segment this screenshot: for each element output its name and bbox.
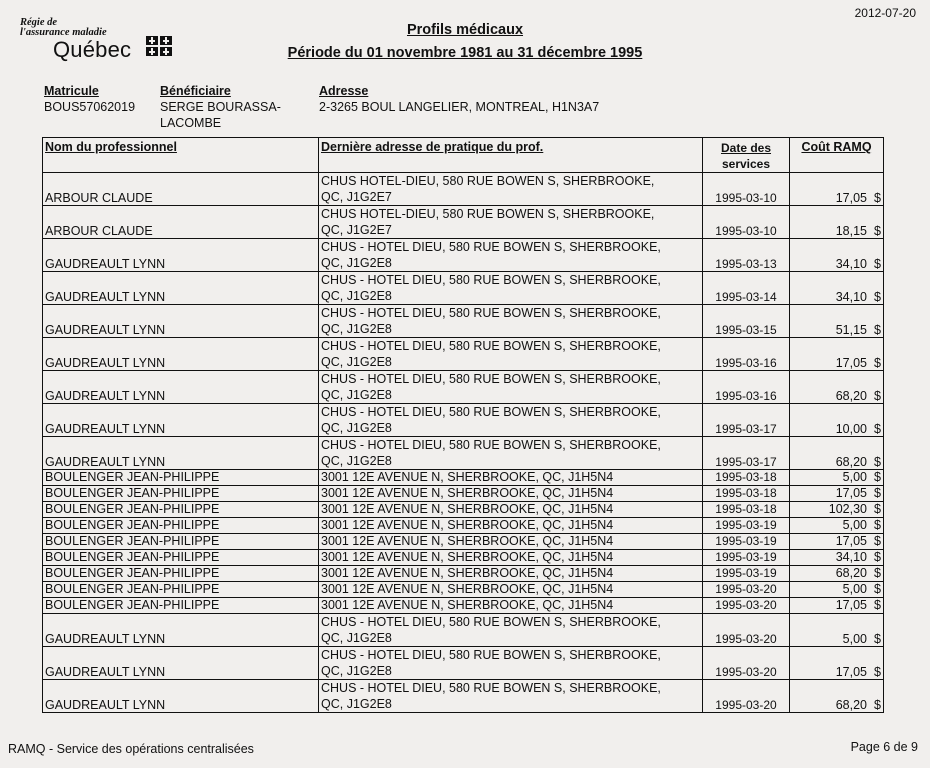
- header-date: [703, 138, 790, 173]
- row-address-line2: QC, J1G2E8: [321, 454, 392, 468]
- row-address-line1: 3001 12E AVENUE N, SHERBROOKE, QC, J1H5N4: [321, 566, 614, 580]
- table-row: [43, 502, 884, 518]
- logo-line1: Régie de: [20, 17, 58, 28]
- row-currency: $: [874, 502, 881, 516]
- row-currency: $: [874, 422, 881, 436]
- header-cost: Coût RAMQ: [790, 138, 884, 173]
- row-cost: 5,00: [842, 632, 867, 646]
- row-date: 1995-03-19: [703, 550, 790, 566]
- row-address-line1: 3001 12E AVENUE N, SHERBROOKE, QC, J1H5N4: [321, 598, 614, 612]
- row-cost: 17,05: [835, 665, 867, 679]
- row-cost-cell: [790, 566, 884, 582]
- table-row: [43, 486, 884, 502]
- row-name: GAUDREAULT LYNN: [43, 272, 319, 305]
- adresse-label: Adresse: [319, 84, 369, 98]
- row-address-line1: CHUS - HOTEL DIEU, 580 RUE BOWEN S, SHERBROOKE,: [321, 438, 661, 452]
- row-currency: $: [874, 356, 881, 370]
- row-name: GAUDREAULT LYNN: [43, 338, 319, 371]
- row-cost-cell: [790, 206, 884, 239]
- row-cost-cell: [790, 486, 884, 502]
- row-cost-cell: [790, 598, 884, 614]
- row-name: GAUDREAULT LYNN: [43, 647, 319, 680]
- row-address-line1: CHUS - HOTEL DIEU, 580 RUE BOWEN S, SHERBROOKE,: [321, 372, 661, 386]
- row-currency: $: [874, 598, 881, 612]
- row-cost: 68,20: [835, 389, 867, 403]
- row-cost: 68,20: [835, 698, 867, 712]
- row-name: GAUDREAULT LYNN: [43, 371, 319, 404]
- row-address-line2: QC, J1G2E8: [321, 697, 392, 711]
- row-name: BOULENGER JEAN-PHILIPPE: [43, 598, 319, 614]
- beneficiaire-label: Bénéficiaire: [160, 84, 231, 98]
- table-row: [43, 404, 884, 437]
- table-row: [43, 272, 884, 305]
- row-date: 1995-03-16: [703, 371, 790, 404]
- row-currency: $: [874, 323, 881, 337]
- period-title: Période du 01 novembre 1981 au 31 décembre 1995: [287, 45, 643, 61]
- row-date: 1995-03-19: [703, 518, 790, 534]
- row-currency: $: [874, 470, 881, 484]
- row-date: 1995-03-15: [703, 305, 790, 338]
- row-cost-cell: [790, 404, 884, 437]
- row-name: BOULENGER JEAN-PHILIPPE: [43, 534, 319, 550]
- row-name: BOULENGER JEAN-PHILIPPE: [43, 582, 319, 598]
- row-cost: 18,15: [835, 224, 867, 238]
- row-cost-cell: [790, 371, 884, 404]
- row-address: [319, 680, 703, 713]
- row-address: [319, 518, 703, 534]
- row-address-line2: QC, J1G2E8: [321, 322, 392, 336]
- row-currency: $: [874, 191, 881, 205]
- row-cost: 5,00: [842, 582, 867, 596]
- row-name: BOULENGER JEAN-PHILIPPE: [43, 486, 319, 502]
- row-date: 1995-03-18: [703, 486, 790, 502]
- row-cost-cell: [790, 305, 884, 338]
- row-cost: 17,05: [835, 356, 867, 370]
- row-address-line2: QC, J1G2E7: [321, 190, 392, 204]
- row-cost-cell: [790, 470, 884, 486]
- row-address: [319, 239, 703, 272]
- row-cost: 102,30: [828, 502, 867, 516]
- row-name: BOULENGER JEAN-PHILIPPE: [43, 470, 319, 486]
- row-date: 1995-03-14: [703, 272, 790, 305]
- row-cost: 68,20: [835, 566, 867, 580]
- row-address: [319, 437, 703, 470]
- header-date-line2: services: [721, 157, 771, 171]
- row-date: 1995-03-10: [703, 173, 790, 206]
- row-cost-cell: [790, 173, 884, 206]
- row-date: 1995-03-13: [703, 239, 790, 272]
- row-date: 1995-03-19: [703, 534, 790, 550]
- row-name: BOULENGER JEAN-PHILIPPE: [43, 566, 319, 582]
- row-address: [319, 404, 703, 437]
- row-cost-cell: [790, 502, 884, 518]
- row-currency: $: [874, 486, 881, 500]
- row-cost-cell: [790, 437, 884, 470]
- row-currency: $: [874, 550, 881, 564]
- row-currency: $: [874, 290, 881, 304]
- row-address: [319, 550, 703, 566]
- row-address: [319, 305, 703, 338]
- row-address-line1: 3001 12E AVENUE N, SHERBROOKE, QC, J1H5N4: [321, 582, 614, 596]
- row-address-line1: 3001 12E AVENUE N, SHERBROOKE, QC, J1H5N4: [321, 470, 614, 484]
- table-header-row: [43, 138, 884, 173]
- row-currency: $: [874, 389, 881, 403]
- row-address-line2: QC, J1G2E8: [321, 256, 392, 270]
- row-cost-cell: [790, 680, 884, 713]
- logo-line2: l'assurance maladie: [20, 27, 107, 38]
- table-row: [43, 614, 884, 647]
- adresse-value: 2-3265 BOUL LANGELIER, MONTREAL, H1N3A7: [319, 100, 600, 114]
- matricule-value: BOUS57062019: [44, 100, 136, 114]
- table-row: [43, 470, 884, 486]
- row-currency: $: [874, 582, 881, 596]
- row-cost: 34,10: [835, 257, 867, 271]
- header-date-line1: Date des: [720, 141, 772, 155]
- row-name: GAUDREAULT LYNN: [43, 305, 319, 338]
- row-cost-cell: [790, 614, 884, 647]
- row-cost: 68,20: [835, 455, 867, 469]
- row-address-line1: CHUS - HOTEL DIEU, 580 RUE BOWEN S, SHERBROOKE,: [321, 615, 661, 629]
- row-address-line1: CHUS - HOTEL DIEU, 580 RUE BOWEN S, SHERBROOKE,: [321, 681, 661, 695]
- row-name: ARBOUR CLAUDE: [43, 206, 319, 239]
- row-address: [319, 647, 703, 680]
- row-cost: 5,00: [842, 518, 867, 532]
- row-date: 1995-03-16: [703, 338, 790, 371]
- row-address-line1: CHUS - HOTEL DIEU, 580 RUE BOWEN S, SHERBROOKE,: [321, 240, 661, 254]
- footer-page-number: Page 6 de 9: [850, 740, 918, 754]
- row-address-line2: QC, J1G2E8: [321, 388, 392, 402]
- row-date: 1995-03-19: [703, 566, 790, 582]
- medical-profile-table: [42, 137, 884, 713]
- row-cost-cell: [790, 582, 884, 598]
- row-cost-cell: [790, 550, 884, 566]
- row-address: [319, 502, 703, 518]
- row-name: GAUDREAULT LYNN: [43, 404, 319, 437]
- row-cost: 10,00: [835, 422, 867, 436]
- row-name: GAUDREAULT LYNN: [43, 239, 319, 272]
- row-address: [319, 206, 703, 239]
- beneficiaire-line2: LACOMBE: [160, 116, 222, 130]
- row-currency: $: [874, 665, 881, 679]
- footer-service: RAMQ - Service des opérations centralisées: [8, 742, 254, 756]
- row-address: [319, 598, 703, 614]
- table-row: [43, 371, 884, 404]
- table-row: [43, 239, 884, 272]
- matricule-label: Matricule: [44, 84, 99, 98]
- row-date: 1995-03-20: [703, 582, 790, 598]
- table-row: [43, 518, 884, 534]
- row-address-line1: 3001 12E AVENUE N, SHERBROOKE, QC, J1H5N4: [321, 486, 614, 500]
- row-cost: 17,05: [835, 486, 867, 500]
- row-address-line2: QC, J1G2E8: [321, 421, 392, 435]
- row-date: 1995-03-18: [703, 470, 790, 486]
- row-cost: 34,10: [835, 290, 867, 304]
- row-date: 1995-03-17: [703, 437, 790, 470]
- row-date: 1995-03-20: [703, 614, 790, 647]
- row-date: 1995-03-20: [703, 647, 790, 680]
- row-address-line1: CHUS HOTEL-DIEU, 580 RUE BOWEN S, SHERBROOKE,: [321, 207, 655, 221]
- header-address: Dernière adresse de pratique du prof.: [319, 138, 703, 173]
- logo-name: Québec: [53, 37, 132, 62]
- row-address: [319, 534, 703, 550]
- table-row: [43, 173, 884, 206]
- row-name: BOULENGER JEAN-PHILIPPE: [43, 518, 319, 534]
- row-cost: 5,00: [842, 470, 867, 484]
- row-address-line1: CHUS - HOTEL DIEU, 580 RUE BOWEN S, SHERBROOKE,: [321, 405, 661, 419]
- row-address-line2: QC, J1G2E8: [321, 289, 392, 303]
- beneficiaire-value: [160, 99, 281, 131]
- row-currency: $: [874, 698, 881, 712]
- row-currency: $: [874, 632, 881, 646]
- row-cost: 51,15: [835, 323, 867, 337]
- table-row: [43, 550, 884, 566]
- table-row: [43, 206, 884, 239]
- beneficiaire-line1: SERGE BOURASSA-: [160, 100, 281, 114]
- row-address: [319, 371, 703, 404]
- table-row: [43, 566, 884, 582]
- row-address: [319, 338, 703, 371]
- row-address-line1: 3001 12E AVENUE N, SHERBROOKE, QC, J1H5N4: [321, 534, 614, 548]
- row-date: 1995-03-17: [703, 404, 790, 437]
- row-cost: 17,05: [835, 598, 867, 612]
- table-row: [43, 647, 884, 680]
- row-address: [319, 470, 703, 486]
- row-name: ARBOUR CLAUDE: [43, 173, 319, 206]
- row-name: GAUDREAULT LYNN: [43, 680, 319, 713]
- row-date: 1995-03-10: [703, 206, 790, 239]
- row-currency: $: [874, 224, 881, 238]
- row-address-line2: QC, J1G2E8: [321, 631, 392, 645]
- row-cost-cell: [790, 272, 884, 305]
- table-row: [43, 305, 884, 338]
- row-address: [319, 486, 703, 502]
- row-cost-cell: [790, 534, 884, 550]
- row-currency: $: [874, 518, 881, 532]
- header-name: Nom du professionnel: [43, 138, 319, 173]
- table-row: [43, 582, 884, 598]
- row-address-line1: 3001 12E AVENUE N, SHERBROOKE, QC, J1H5N4: [321, 518, 614, 532]
- row-address-line1: CHUS - HOTEL DIEU, 580 RUE BOWEN S, SHERBROOKE,: [321, 306, 661, 320]
- table-row: [43, 680, 884, 713]
- row-address-line1: CHUS - HOTEL DIEU, 580 RUE BOWEN S, SHERBROOKE,: [321, 648, 661, 662]
- row-address-line2: QC, J1G2E7: [321, 223, 392, 237]
- page-title: Profils médicaux: [406, 22, 524, 38]
- row-cost: 17,05: [835, 534, 867, 548]
- row-address-line1: 3001 12E AVENUE N, SHERBROOKE, QC, J1H5N4: [321, 502, 614, 516]
- row-cost-cell: [790, 239, 884, 272]
- row-cost: 34,10: [835, 550, 867, 564]
- row-address: [319, 566, 703, 582]
- row-cost-cell: [790, 518, 884, 534]
- row-currency: $: [874, 257, 881, 271]
- row-address-line1: CHUS - HOTEL DIEU, 580 RUE BOWEN S, SHERBROOKE,: [321, 273, 661, 287]
- row-address-line2: QC, J1G2E8: [321, 355, 392, 369]
- table-row: [43, 437, 884, 470]
- table-row: [43, 338, 884, 371]
- row-address: [319, 582, 703, 598]
- row-cost: 17,05: [835, 191, 867, 205]
- row-address-line2: QC, J1G2E8: [321, 664, 392, 678]
- row-cost-cell: [790, 647, 884, 680]
- row-currency: $: [874, 534, 881, 548]
- row-name: BOULENGER JEAN-PHILIPPE: [43, 550, 319, 566]
- row-currency: $: [874, 566, 881, 580]
- table-row: [43, 598, 884, 614]
- row-date: 1995-03-20: [703, 598, 790, 614]
- row-address-line1: CHUS HOTEL-DIEU, 580 RUE BOWEN S, SHERBROOKE,: [321, 174, 655, 188]
- row-address: [319, 272, 703, 305]
- row-address-line1: CHUS - HOTEL DIEU, 580 RUE BOWEN S, SHERBROOKE,: [321, 339, 661, 353]
- print-date: 2012-07-20: [854, 6, 916, 20]
- row-currency: $: [874, 455, 881, 469]
- table-row: [43, 534, 884, 550]
- row-address: [319, 173, 703, 206]
- row-date: 1995-03-20: [703, 680, 790, 713]
- row-address-line1: 3001 12E AVENUE N, SHERBROOKE, QC, J1H5N4: [321, 550, 614, 564]
- row-address: [319, 614, 703, 647]
- row-cost-cell: [790, 338, 884, 371]
- row-name: GAUDREAULT LYNN: [43, 437, 319, 470]
- row-name: GAUDREAULT LYNN: [43, 614, 319, 647]
- row-date: 1995-03-18: [703, 502, 790, 518]
- row-name: BOULENGER JEAN-PHILIPPE: [43, 502, 319, 518]
